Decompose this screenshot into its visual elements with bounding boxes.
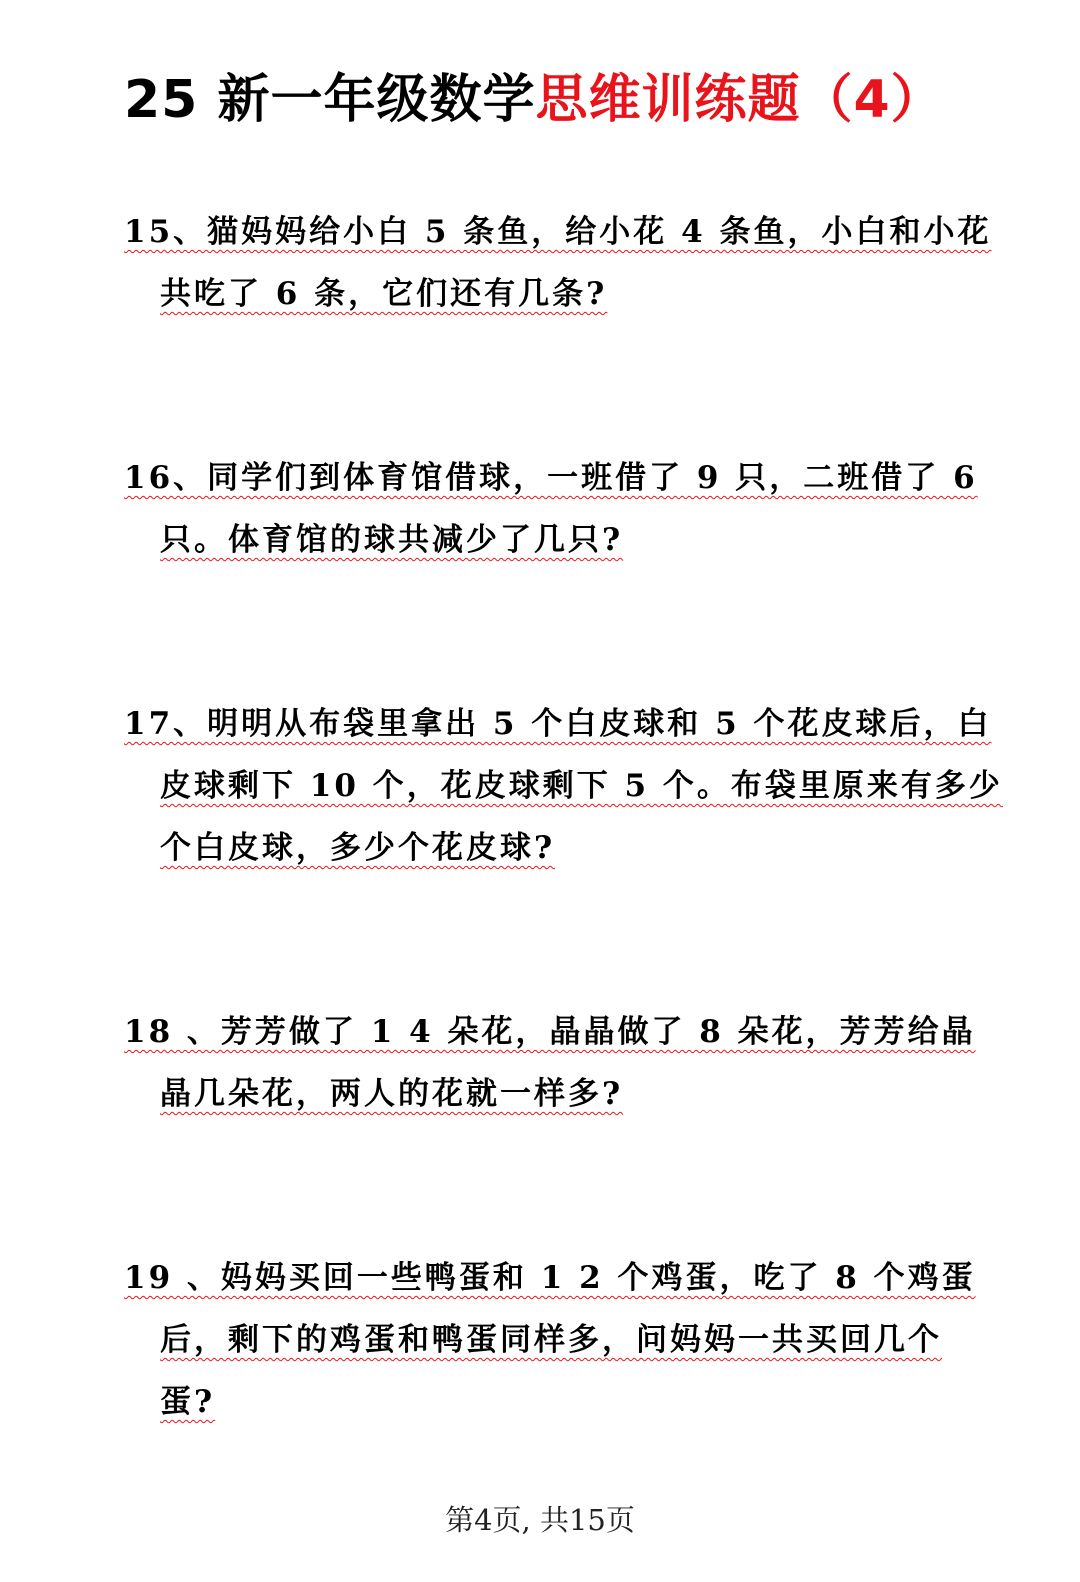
page-footer: 第4页, 共15页: [445, 1503, 635, 1537]
question-16: [124, 456, 978, 580]
question-line: 共吃了 6 条，它们还有几条?: [160, 276, 608, 312]
question-line: 17、明明从布袋里拿出 5 个白皮球和 5 个花皮球后，白: [124, 706, 992, 742]
question-line: 只。体育馆的球共减少了几只?: [160, 522, 624, 558]
question-line: 18 、芳芳做了 1 4 朵花，晶晶做了 8 朵花，芳芳给晶: [124, 1014, 976, 1050]
question-line: 晶几朵花，两人的花就一样多?: [160, 1076, 624, 1112]
title-red-part: 思维训练题（4）: [535, 70, 944, 130]
question-18: [124, 1010, 976, 1134]
question-line: 16、同学们到体育馆借球，一班借了 9 只，二班借了 6: [124, 460, 978, 496]
question-line: 个白皮球，多少个花皮球?: [160, 830, 556, 866]
question-line: 蛋?: [160, 1384, 216, 1420]
question-line: 皮球剩下 10 个，花皮球剩下 5 个。布袋里原来有多少: [160, 768, 1003, 804]
question-line: 后，剩下的鸡蛋和鸭蛋同样多，问妈妈一共买回几个: [160, 1322, 942, 1358]
question-15: [124, 210, 992, 334]
question-17: [124, 702, 1003, 888]
question-19: [124, 1256, 976, 1442]
question-line: 19 、妈妈买回一些鸭蛋和 1 2 个鸡蛋，吃了 8 个鸡蛋: [124, 1260, 976, 1296]
question-line: 15、猫妈妈给小白 5 条鱼，给小花 4 条鱼，小白和小花: [124, 214, 992, 250]
title-black-part: 25 新一年级数学: [124, 70, 536, 130]
page-title: [124, 62, 1024, 138]
